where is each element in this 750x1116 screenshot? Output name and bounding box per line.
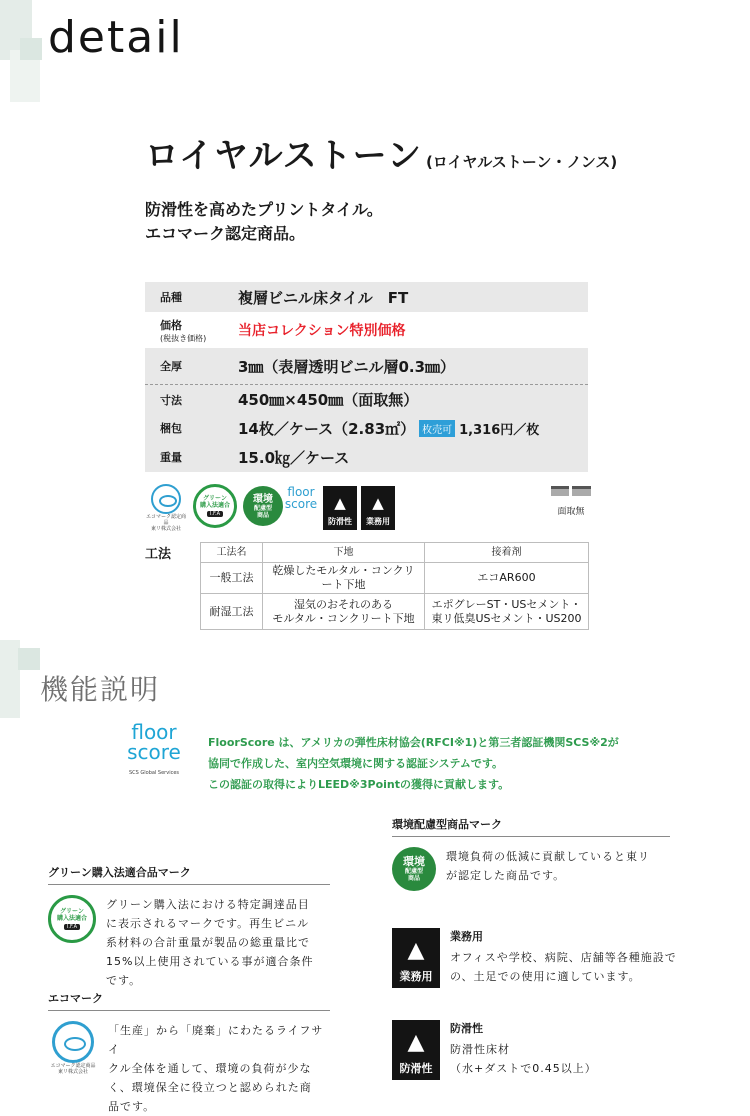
- table-cell: 耐湿工法: [201, 594, 263, 630]
- table-cell: エポグレーST・USセメント・ 東リ低臭USセメント・US200: [425, 594, 589, 630]
- no-chamfer-icon: 面取無: [551, 486, 591, 517]
- eco-friendly-product-icon: 環境 配慮型 商品: [243, 486, 283, 526]
- feature-title: 防滑性: [450, 1022, 483, 1035]
- spec-row-thickness: [145, 348, 588, 384]
- slip-resistant-icon: ▲ 防滑性: [392, 1020, 440, 1080]
- spec-value: 14枚／ケース（2.83㎡）: [238, 419, 416, 438]
- spec-row-pack: [145, 414, 588, 442]
- floorscore-logo-icon: floor score SCS Global Services: [127, 720, 181, 776]
- feature-title: 環境配慮型商品マーク: [392, 816, 670, 837]
- price-label: 価格: [160, 318, 182, 332]
- table-cell: 湿気のおそれのある モルタル・コンクリート下地: [263, 594, 425, 630]
- feature-title: グリーン購入法適合品マーク: [48, 864, 330, 885]
- spec-table: [145, 282, 588, 472]
- feature-text: 環境負荷の低減に貢献していると東リ が認定した商品です。: [446, 850, 650, 882]
- spec-label: 全厚: [160, 360, 182, 373]
- feature-slip-resistance: [392, 1020, 682, 1080]
- green-purchase-icon: グリーン 購入法適合 I.F.A: [48, 895, 96, 943]
- feature-title: エコマーク: [48, 990, 330, 1011]
- decor-block: [20, 38, 42, 60]
- feature-text: オフィスや学校、病院、店舗等各種施設で の、土足での使用に適しています。: [450, 951, 677, 983]
- method-table: [200, 542, 589, 630]
- eco-mark-icon: エコマーク認定商品 東リ株式会社: [48, 1021, 98, 1116]
- spec-row-price: [145, 312, 588, 348]
- spec-label: 寸法: [160, 393, 182, 407]
- floorscore-description: FloorScore は、アメリカの弾性床材協会(RFCI※1)と第三者認証機関SCS※2が 協同で作成した、室内空気環境に関する認証システムです。 この認証の取得によりLEED※3Pointの獲得に貢献します。: [208, 736, 619, 791]
- commercial-use-icon: ▲ 業務用: [361, 486, 395, 530]
- floorscore-icon: floor score: [284, 485, 318, 511]
- feature-title: 業務用: [450, 930, 483, 943]
- spec-row-kind: [145, 282, 588, 312]
- commercial-use-icon: ▲ 業務用: [392, 928, 440, 988]
- feature-text: 「生産」から「廃棄」にわたるライフサイ クル全体を通して、環境の負荷が少な く、環境保全に役立つと認められた商 品です。: [108, 1024, 324, 1113]
- feature-eco-friendly: [392, 816, 670, 891]
- spec-value: 複層ビニル床タイル FT: [238, 288, 409, 307]
- spec-row-size: [145, 384, 588, 414]
- eco-friendly-product-icon: 環境 配慮型 商品: [392, 847, 436, 891]
- spec-label: [160, 317, 238, 344]
- spec-value: 15.0㎏／ケース: [238, 448, 350, 467]
- green-purchase-icon: グリーン 購入法適合 I.F.A: [193, 484, 237, 528]
- product-description: [145, 198, 383, 246]
- method-label: 工法: [145, 547, 172, 562]
- table-row: [201, 563, 589, 594]
- spec-row-weight: [145, 442, 588, 472]
- spec-value: 3㎜（表層透明ビニル層0.3㎜）: [238, 357, 456, 376]
- pack-badge: 枚売可: [419, 420, 455, 437]
- price-value: 当店コレクション特別価格: [238, 323, 406, 339]
- eco-mark-icon: エコマーク認定商品 東リ株式会社: [145, 484, 187, 534]
- feature-green-purchase: [48, 864, 330, 990]
- slip-resistant-icon: ▲ 防滑性: [323, 486, 357, 530]
- spec-label: 梱包: [160, 422, 182, 435]
- section-title-features: 機能説明: [40, 673, 161, 706]
- table-header: 接着剤: [425, 543, 589, 563]
- feature-eco-mark: [48, 990, 330, 1116]
- pack-price: 1,316円／枚: [459, 422, 540, 438]
- section-title-detail: detail: [48, 12, 184, 63]
- product-variant: (ロイヤルストーン・ノンス): [425, 153, 618, 171]
- spec-label: 重量: [160, 451, 182, 464]
- spec-label: 品種: [160, 291, 182, 304]
- feature-text: 防滑性床材 （水+ダストで0.45以上）: [450, 1043, 597, 1075]
- table-cell: エコAR600: [425, 563, 589, 594]
- table-header-row: [201, 543, 589, 563]
- description-line: エコマーク認定商品。: [145, 224, 306, 243]
- table-cell: 一般工法: [201, 563, 263, 594]
- spec-value: 450㎜×450㎜（面取無）: [238, 391, 419, 409]
- certification-icons: [145, 484, 590, 534]
- product-title: [145, 128, 617, 177]
- table-row: [201, 594, 589, 630]
- table-cell: 乾燥したモルタル・コンクリート下地: [263, 563, 425, 594]
- decor-block: [18, 648, 40, 670]
- table-header: 下地: [263, 543, 425, 563]
- decor-block: [0, 640, 20, 718]
- description-line: 防滑性を高めたプリントタイル。: [145, 200, 383, 219]
- product-name: ロイヤルストーン: [145, 136, 422, 176]
- price-sublabel: (税抜き価格): [160, 333, 207, 343]
- table-header: 工法名: [201, 543, 263, 563]
- feature-text: グリーン購入法における特定調達品目 に表示されるマークです。再生ビニル 系材料の合計重量が製品の総重量比で 15%以上使用されている事が適合条件 です。: [106, 898, 314, 987]
- feature-commercial-use: [392, 928, 682, 988]
